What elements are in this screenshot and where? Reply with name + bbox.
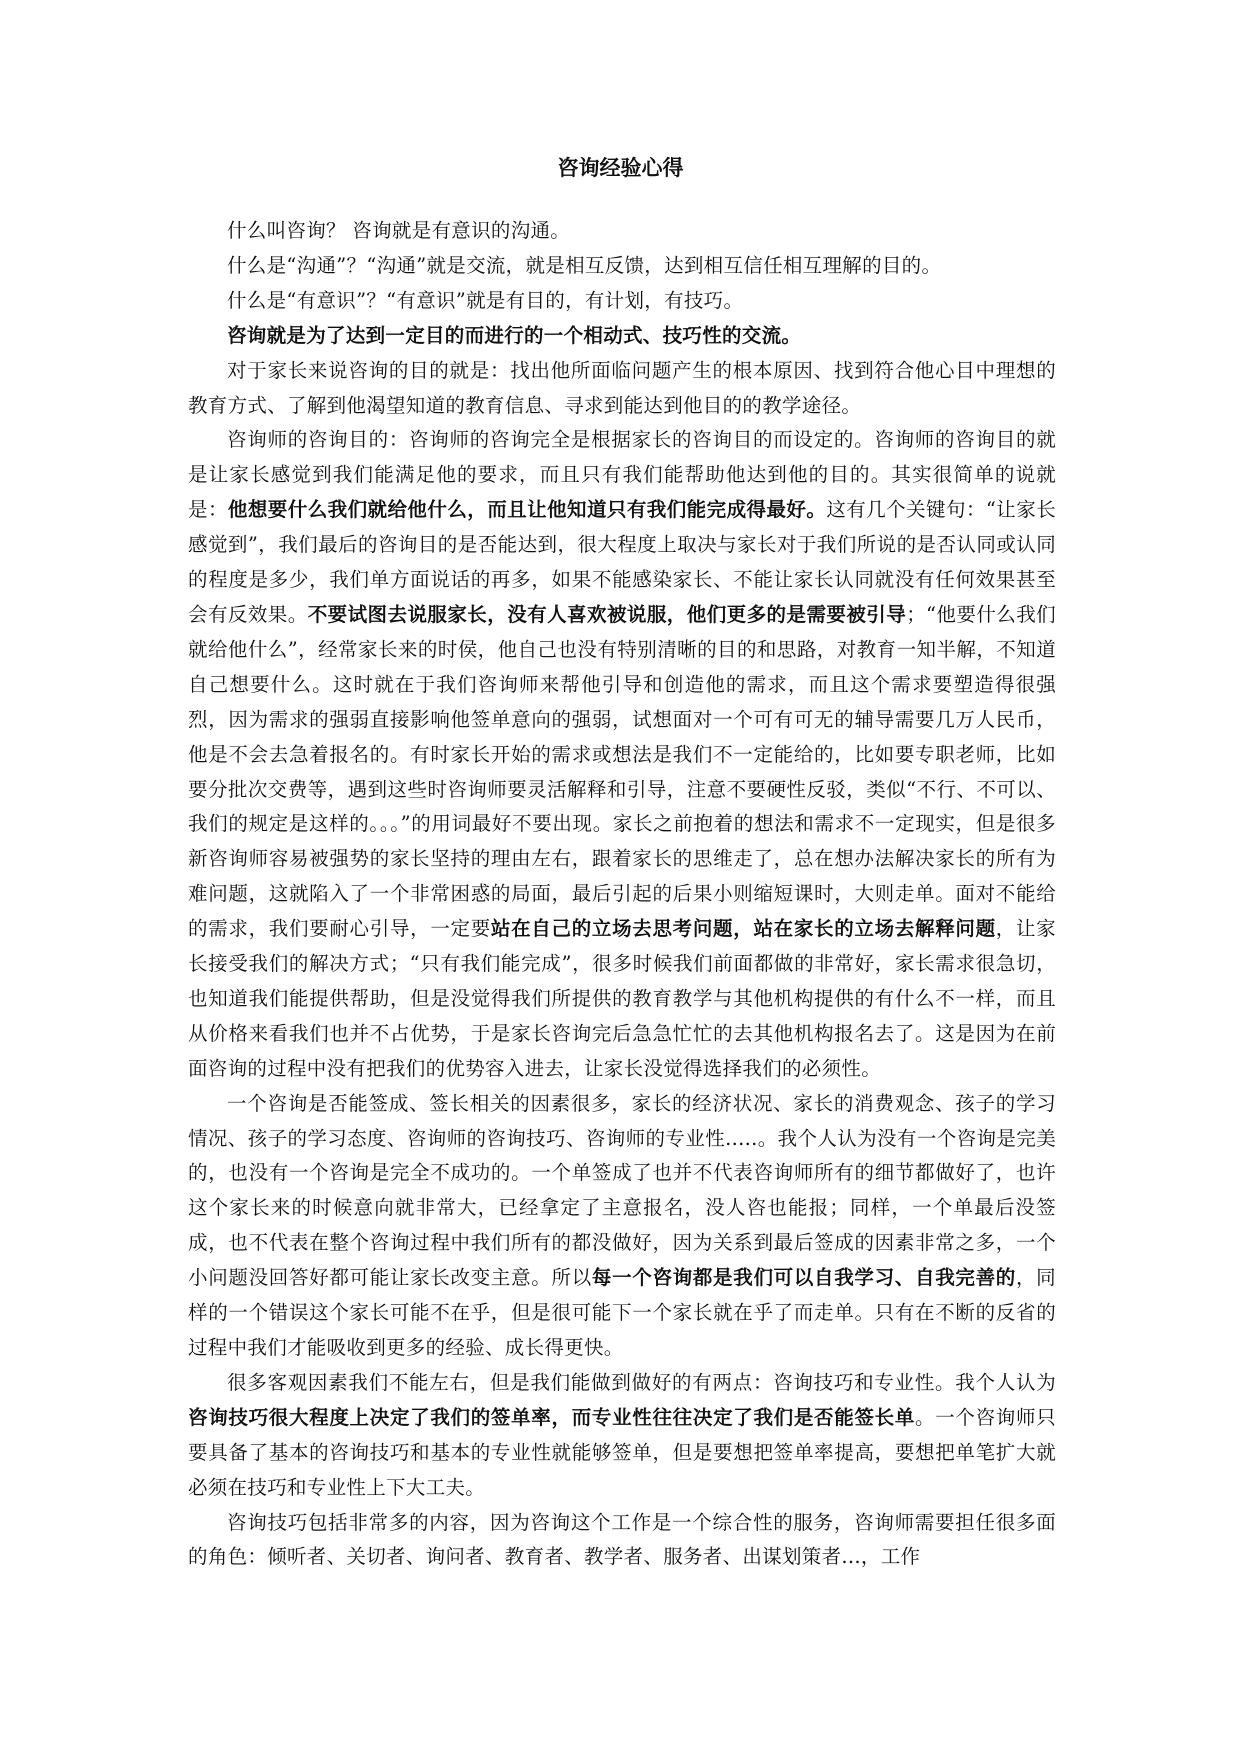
paragraph — [188, 249, 1056, 284]
emphasis-text: 咨询技巧很大程度上决定了我们的签单率，而专业性往往决定了我们是否能签长单 — [188, 1405, 916, 1429]
emphasis-text: 他想要什么我们就给他什么，而且让他知道只有我们能完成得最好。 — [227, 498, 827, 522]
paragraph — [188, 284, 1056, 319]
body-text: 什么是“沟通”？“沟通”就是交流，就是相互反馈，达到相互信任相互理解的目的。 — [227, 253, 942, 277]
body-text: 这有几个关键句：“让家长感觉到”，我们最后的咨询目的是否能达到，很大程度上取决与家长对于我们所说的是否认同或认同的程度是多少，我们单方面说话的再多，如果不能感染家长、不能让家长认同就没有任何效果甚至会有反效果。 — [188, 498, 1056, 626]
body-text: 对于家长来说咨询的目的就是：找出他所面临问题产生的根本原因、找到符合他心目中理想的教育方式、了解到他渴望知道的教育信息、寻求到能达到他目的的教学途径。 — [188, 358, 1056, 417]
body-text: 咨询师的咨询目的：咨询师的咨询完全是根据家长的咨询目的而设定的。咨询师的咨询目的就是让家长感觉到我们能满足他的要求，而且只有我们能帮助他达到他的目的。其实很简单的说就是： — [188, 428, 1056, 522]
paragraph — [188, 319, 1056, 354]
body-text: 很多客观因素我们不能左右，但是我们能做到做好的有两点：咨询技巧和专业性。我个人认为 — [227, 1370, 1056, 1394]
document-title: 咨询经验心得 — [557, 156, 684, 180]
document-body — [188, 214, 1056, 1575]
body-text: ；“他要什么我们就给他什么”，经常家长来的时侯，他自己也没有特别清晰的目的和思路，对教育一知半解，不知道自己想要什么。这时就在于我们咨询师来帮他引导和创造他的需求，而且这个需求要塑造得很强烈，因为需求的强弱直接影响他签单意向的强弱，试想面对一个可有可无的辅导需要几万人民币，他是不会去急着报名的。有时家长开始的需求或想法是我们不一定能给的，比如要专职老师，比如要分批次交费等，遇到这些时咨询师要灵活解释和引导，注意不要硬性反驳，类似“不行、不可以、我们的规定是这样的。。。”的用词最好不要出现。家长之前抱着的想法和需求不一定现实，但是很多新咨询师容易被强势的家长坚持的理由左右，跟着家长的思维走了，总在想办法解决家长的所有为难问题，这就陷入了一个非常困惑的局面，最后引起的后果小则缩短课时，大则走单。面对不能给的需求，我们要耐心引导，一定要 — [188, 602, 1056, 941]
paragraph — [188, 1366, 1056, 1506]
body-text: 什么是“有意识”？“有意识”就是有目的，有计划，有技巧。 — [227, 288, 744, 312]
body-text: 一个咨询是否能签成、签长相关的因素很多，家长的经济状况、家长的消费观念、孩子的学习情况、孩子的学习态度、咨询师的咨询技巧、咨询师的专业性.....。我个人认为没有一个咨询是完美的，也没有一个咨询是完全不成功的。一个单签成了也并不代表咨询师所有的细节都做好了，也许这个家长来的时候意向就非常大，已经拿定了主意报名，没人咨也能报；同样，一个单最后没签成，也不代表在整个咨询过程中我们所有的都没做好，因为关系到最后签成的因素非常之多，一个小问题没回答好都可能让家长改变主意。所以 — [188, 1091, 1056, 1290]
paragraph — [188, 1506, 1056, 1576]
emphasis-text: 不要试图去说服家长，没有人喜欢被说服，他们更多的是需要被引导 — [307, 602, 907, 626]
emphasis-text: 每一个咨询都是我们可以自我学习、自我完善的 — [591, 1266, 1016, 1290]
emphasis-text: 站在自己的立场去思考问题，站在家长的立场去解释问题 — [490, 917, 996, 941]
emphasis-text: 咨询就是为了达到一定目的而进行的一个相动式、技巧性的交流。 — [227, 323, 802, 347]
body-text: ，让家长接受我们的解决方式；“只有我们能完成”，很多时候我们前面都做的非常好，家长需求很急切，也知道我们能提供帮助，但是没觉得我们所提供的教育教学与其他机构提供的有什么不一样，而且从价格来看我们也并不占优势，于是家长咨询完后急急忙忙的去其他机构报名去了。这是因为在前面咨询的过程中没有把我们的优势容入进去，让家长没觉得选择我们的必须性。 — [188, 917, 1056, 1080]
body-text: 什么叫咨询？ 咨询就是有意识的沟通。 — [227, 219, 571, 242]
body-text: ，同样的一个错误这个家长可能不在乎，但是很可能下一个家长就在乎了而走单。只有在不断的反省的过程中我们才能吸收到更多的经验、成长得更快。 — [188, 1266, 1056, 1359]
paragraph — [188, 214, 1056, 249]
paragraph — [188, 1087, 1056, 1366]
paragraph — [188, 423, 1056, 1086]
paragraph — [188, 354, 1056, 424]
body-text: 咨询技巧包括非常多的内容，因为咨询这个工作是一个综合性的服务，咨询师需要担任很多面的角色：倾听者、关切者、询问者、教育者、教学者、服务者、出谋划策者...，工作 — [188, 1510, 1056, 1569]
body-text: 。一个咨询师只要具备了基本的咨询技巧和基本的专业性就能够签单，但是要想把签单率提高，要想把单笔扩大就必须在技巧和专业性上下大工夫。 — [188, 1405, 1056, 1499]
